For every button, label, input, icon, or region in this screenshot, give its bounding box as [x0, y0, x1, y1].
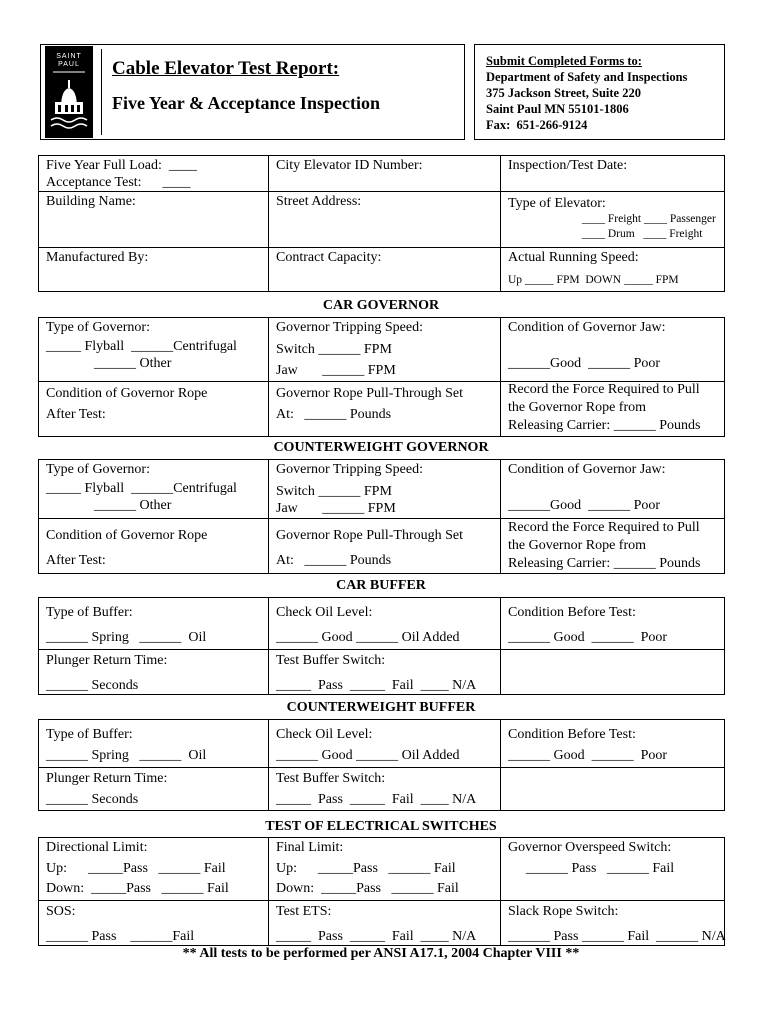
final-up-options[interactable]: Up: _____Pass ______ Fail — [276, 861, 456, 876]
section-heading: CAR GOVERNOR — [322, 298, 440, 313]
governor-type-options[interactable]: _____ Flyball ______Centrifugal — [46, 481, 237, 496]
record-force-pounds[interactable]: Releasing Carrier: ______ Pounds — [508, 418, 701, 433]
slack-rope-options[interactable]: ______ Pass ______ Fail ______ N/A — [508, 929, 726, 944]
type-elevator-field[interactable]: Type of Elevator: — [508, 196, 606, 211]
oil-level-label: Check Oil Level: — [276, 605, 373, 620]
record-force-pounds[interactable]: Releasing Carrier: ______ Pounds — [508, 556, 701, 571]
condition-before-options[interactable]: ______ Good ______ Poor — [508, 748, 668, 763]
dome-icon — [45, 46, 93, 138]
footer-note: ** All tests to be performed per ANSI A17.1, 2004 Chapter VIII ** — [182, 946, 580, 961]
running-speed-options[interactable]: Up _____ FPM DOWN _____ FPM — [508, 274, 679, 286]
city-id-field[interactable]: City Elevator ID Number: — [276, 158, 423, 173]
jaw-fpm-field[interactable]: Jaw ______ FPM — [276, 363, 396, 378]
five-year-field[interactable]: Five Year Full Load: ____ — [46, 158, 197, 173]
manufactured-field[interactable]: Manufactured By: — [46, 250, 149, 265]
capacity-field[interactable]: Contract Capacity: — [276, 250, 382, 265]
plunger-seconds-field[interactable]: ______ Seconds — [46, 792, 139, 807]
switch-fpm-field[interactable]: Switch ______ FPM — [276, 342, 392, 357]
buffer-type-options[interactable]: ______ Spring ______ Oil — [46, 748, 207, 763]
buffer-type-options[interactable]: ______ Spring ______ Oil — [46, 630, 207, 645]
report-title: Cable Elevator Test Report: — [112, 58, 340, 79]
after-test-field[interactable]: After Test: — [46, 553, 106, 568]
buffer-type-label: Type of Buffer: — [46, 605, 133, 620]
buffer-switch-options[interactable]: _____ Pass _____ Fail ____ N/A — [276, 678, 477, 693]
tripping-speed-label: Governor Tripping Speed: — [276, 462, 423, 477]
submit-line: Fax: 651-266-9124 — [486, 118, 588, 132]
governor-type-options[interactable]: _____ Flyball ______Centrifugal — [46, 339, 237, 354]
jaw-condition-options[interactable]: ______Good ______ Poor — [508, 356, 661, 371]
overspeed-label: Governor Overspeed Switch: — [508, 840, 672, 855]
directional-limit-label: Directional Limit: — [46, 840, 148, 855]
tripping-speed-label: Governor Tripping Speed: — [276, 320, 423, 335]
street-field[interactable]: Street Address: — [276, 194, 362, 209]
building-field[interactable]: Building Name: — [46, 194, 136, 209]
condition-before-label: Condition Before Test: — [508, 605, 636, 620]
record-force-text: the Governor Rope from — [508, 400, 647, 415]
date-field[interactable]: Inspection/Test Date: — [508, 158, 628, 173]
submit-heading: Submit Completed Forms to: — [486, 54, 642, 68]
after-test-field[interactable]: After Test: — [46, 407, 106, 422]
jaw-fpm-field[interactable]: Jaw ______ FPM — [276, 501, 396, 516]
logo-text: SAINT PAUL — [56, 53, 82, 68]
saint-paul-logo — [45, 46, 93, 138]
directional-up-options[interactable]: Up: _____Pass ______ Fail — [46, 861, 226, 876]
record-force-text: Record the Force Required to Pull — [508, 382, 700, 397]
type-elevator-options[interactable]: ____ Drum ____ Freight — [582, 228, 703, 240]
final-down-options[interactable]: Down: _____Pass ______ Fail — [276, 881, 459, 896]
oil-level-options[interactable]: ______ Good ______ Oil Added — [276, 748, 460, 763]
pull-through-label: Governor Rope Pull-Through Set — [276, 386, 464, 401]
submit-line: Department of Safety and Inspections — [486, 70, 688, 84]
condition-before-label: Condition Before Test: — [508, 727, 636, 742]
slack-rope-label: Slack Rope Switch: — [508, 904, 619, 919]
acceptance-field[interactable]: Acceptance Test: ____ — [46, 175, 191, 190]
plunger-return-label: Plunger Return Time: — [46, 771, 168, 786]
record-force-text: the Governor Rope from — [508, 538, 647, 553]
type-elevator-options[interactable]: ____ Freight ____ Passenger — [582, 213, 716, 225]
plunger-seconds-field[interactable]: ______ Seconds — [46, 678, 139, 693]
report-subtitle: Five Year & Acceptance Inspection — [112, 93, 380, 113]
governor-type-label: Type of Governor: — [46, 462, 150, 477]
ets-label: Test ETS: — [276, 904, 332, 919]
final-limit-label: Final Limit: — [276, 840, 344, 855]
section-heading: TEST OF ELECTRICAL SWITCHES — [265, 819, 497, 834]
submit-line: Saint Paul MN 55101-1806 — [486, 102, 629, 116]
jaw-condition-label: Condition of Governor Jaw: — [508, 320, 666, 335]
governor-type-label: Type of Governor: — [46, 320, 150, 335]
switch-fpm-field[interactable]: Switch ______ FPM — [276, 484, 392, 499]
governor-type-other[interactable]: ______ Other — [94, 498, 172, 513]
governor-type-other[interactable]: ______ Other — [94, 356, 172, 371]
pull-through-pounds[interactable]: At: ______ Pounds — [276, 407, 392, 422]
oil-level-options[interactable]: ______ Good ______ Oil Added — [276, 630, 460, 645]
plunger-return-label: Plunger Return Time: — [46, 653, 168, 668]
pull-through-pounds[interactable]: At: ______ Pounds — [276, 553, 392, 568]
oil-level-label: Check Oil Level: — [276, 727, 373, 742]
buffer-switch-options[interactable]: _____ Pass _____ Fail ____ N/A — [276, 792, 477, 807]
sos-options[interactable]: ______ Pass ______Fail — [46, 929, 195, 944]
record-force-text: Record the Force Required to Pull — [508, 520, 700, 535]
overspeed-options[interactable]: ______ Pass ______ Fail — [526, 861, 675, 876]
pull-through-label: Governor Rope Pull-Through Set — [276, 528, 464, 543]
condition-before-options[interactable]: ______ Good ______ Poor — [508, 630, 668, 645]
jaw-condition-options[interactable]: ______Good ______ Poor — [508, 498, 661, 513]
section-heading: COUNTERWEIGHT BUFFER — [286, 700, 476, 715]
rope-condition-label: Condition of Governor Rope — [46, 528, 208, 543]
submit-line: 375 Jackson Street, Suite 220 — [486, 86, 641, 100]
running-speed-field[interactable]: Actual Running Speed: — [508, 250, 639, 265]
sos-label: SOS: — [46, 904, 76, 919]
directional-down-options[interactable]: Down: _____Pass ______ Fail — [46, 881, 229, 896]
rope-condition-label: Condition of Governor Rope — [46, 386, 208, 401]
buffer-type-label: Type of Buffer: — [46, 727, 133, 742]
buffer-switch-label: Test Buffer Switch: — [276, 653, 386, 668]
section-heading: CAR BUFFER — [336, 578, 426, 593]
jaw-condition-label: Condition of Governor Jaw: — [508, 462, 666, 477]
section-heading: COUNTERWEIGHT GOVERNOR — [273, 440, 489, 455]
buffer-switch-label: Test Buffer Switch: — [276, 771, 386, 786]
ets-options[interactable]: _____ Pass _____ Fail ____ N/A — [276, 929, 477, 944]
